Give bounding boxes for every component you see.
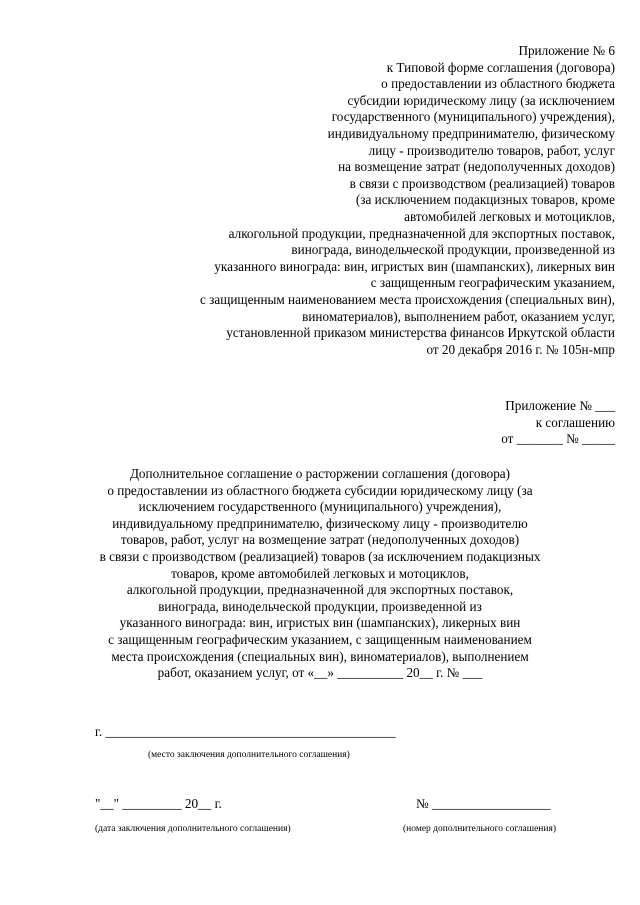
- title-line: в связи с производством (реализацией) товаров (за исключением подакцизных: [99, 548, 541, 564]
- title-line: алкогольной продукции, предназначенной для экспортных поставок,: [126, 582, 514, 598]
- title-line: работ, оказанием услуг, от «__» __________ 20__ г. № ___: [157, 665, 483, 681]
- title-line: товаров, работ, услуг на возмещение затрат (недополученных доходов): [120, 532, 520, 548]
- appendix-6-line: винограда, винодельческой продукции, произведенной из: [291, 242, 615, 258]
- title-line: с защищенным географическим указанием, с защищенным наименованием: [108, 631, 532, 647]
- appendix-agreement-line: к соглашению: [535, 414, 615, 430]
- appendix-6-line: индивидуальному предпринимателю, физическому: [327, 125, 615, 141]
- appendix-6-line: с защищенным наименованием места происхождения (специальных вин),: [199, 291, 615, 307]
- appendix-6-line: Приложение № 6: [518, 43, 615, 58]
- appendix-6-line: к Типовой форме соглашения (договора): [386, 59, 615, 75]
- title-line: Дополнительное соглашение о расторжении соглашения (договора): [129, 466, 511, 481]
- title-line: товаров, кроме автомобилей легковых и мотоциклов,: [171, 565, 469, 581]
- appendix-6-line: от 20 декабря 2016 г. № 105н-мпр: [426, 341, 615, 357]
- appendix-6-line: алкогольной продукции, предназначенной для экспортных поставок,: [228, 225, 615, 241]
- appendix-6-line: (за исключением подакцизных товаров, кроме: [355, 192, 615, 208]
- number-field: № __________________: [416, 796, 551, 811]
- title-line: указанного винограда: вин, игристых вин (шампанских), ликерных вин: [119, 615, 521, 631]
- appendix-6-line: указанного винограда: вин, игристых вин (шампанских), ликерных вин: [214, 258, 615, 274]
- title-line: индивидуальному предпринимателю, физическому лицу - производителю: [112, 515, 528, 531]
- appendix-6-header: [200, 43, 615, 358]
- title-line: исключением государственного (муниципального) учреждения),: [138, 499, 502, 515]
- appendix-agreement-line: Приложение № ___: [505, 398, 615, 413]
- appendix-6-line: с защищенным географическим указанием,: [370, 275, 615, 291]
- title-line: о предоставлении из областного бюджета субсидии юридическому лицу (за: [107, 482, 533, 498]
- appendix-6-line: лицу - производителю товаров, работ, услуг: [368, 142, 615, 158]
- date-field: "__" _________ 20__ г.: [95, 796, 222, 811]
- appendix-6-line: установленной приказом министерства финансов Иркутской области: [226, 325, 615, 341]
- title-line: места происхождения (специальных вин), виноматериалов), выполнением: [111, 648, 529, 664]
- appendix-6-line: автомобилей легковых и мотоциклов,: [404, 208, 615, 224]
- appendix-6-line: в связи с производством (реализацией) товаров: [349, 175, 615, 191]
- date-caption: (дата заключения дополнительного соглашения): [95, 824, 291, 834]
- document-title: [0, 466, 640, 682]
- appendix-agreement-header: [501, 398, 615, 448]
- number-caption: (номер дополнительного соглашения): [403, 824, 557, 834]
- appendix-agreement-line: от _______ № _____: [501, 431, 615, 447]
- appendix-6-line: на возмещение затрат (недополученных доходов): [338, 159, 615, 175]
- appendix-6-line: о предоставлении из областного бюджета: [381, 76, 615, 92]
- place-caption: (место заключения дополнительного соглашения): [148, 750, 350, 760]
- appendix-6-line: виноматериалов), выполнением работ, оказанием услуг,: [302, 308, 615, 324]
- place-field: г. ____________________________________________: [95, 724, 396, 739]
- appendix-6-line: субсидии юридическому лицу (за исключением: [347, 92, 615, 108]
- title-line: винограда, винодельческой продукции, произведенной из: [158, 598, 482, 614]
- appendix-6-line: государственного (муниципального) учреждения),: [331, 109, 615, 125]
